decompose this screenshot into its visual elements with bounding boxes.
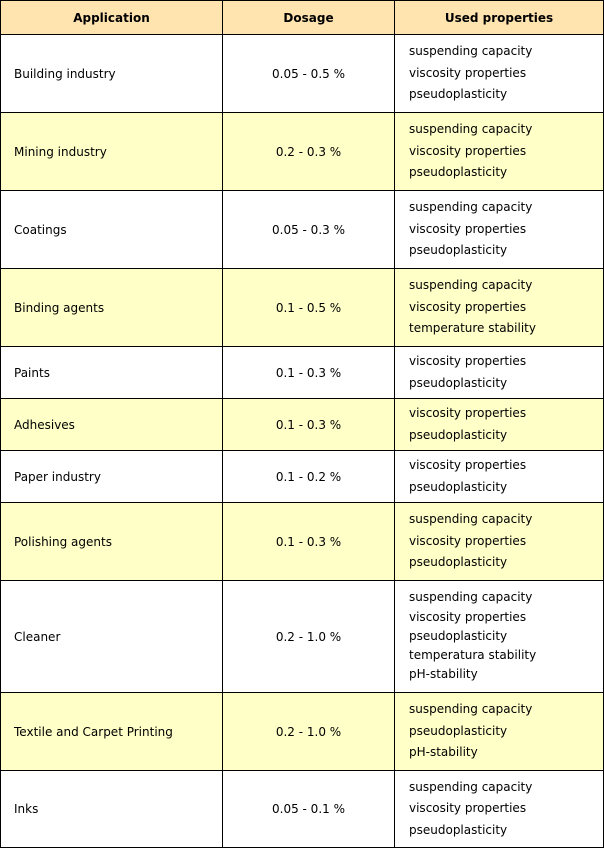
application-cell: Binding agents [1,269,223,347]
properties-cell [395,693,604,771]
properties-cell [395,399,604,451]
properties-cell [395,269,604,347]
property-item: pseudoplasticity [409,427,508,442]
dosage-cell: 0.1 - 0.2 % [223,451,395,503]
application-cell: Coatings [1,191,223,269]
property-item: pseudoplasticity [409,479,508,494]
property-item: suspending capacity [409,512,533,527]
property-item: suspending capacity [409,590,533,605]
table-row [1,269,604,347]
application-cell: Textile and Carpet Printing [1,693,223,771]
property-item: viscosity properties [409,65,527,80]
table-row [1,581,604,693]
application-cell: Polishing agents [1,503,223,581]
properties-cell [395,581,604,693]
table-row [1,451,604,503]
property-item: viscosity properties [409,406,527,420]
property-item: pseudoplasticity [409,822,508,837]
dosage-cell: 0.05 - 0.1 % [223,771,395,848]
property-item: suspending capacity [409,122,533,137]
table-header-row [1,1,604,35]
property-item: pH-stability [409,745,478,760]
property-item: suspending capacity [409,200,533,215]
property-item: viscosity properties [409,299,527,314]
application-cell: Building industry [1,35,223,113]
dosage-cell: 0.1 - 0.3 % [223,503,395,581]
properties-cell [395,113,604,191]
property-item: suspending capacity [409,702,533,717]
property-item: viscosity properties [409,458,527,472]
property-item: suspending capacity [409,278,533,293]
application-cell: Cleaner [1,581,223,693]
property-item: suspending capacity [409,44,533,59]
dosage-cell: 0.2 - 1.0 % [223,581,395,693]
header-application: Application [1,1,223,35]
header-dosage: Dosage [223,1,395,35]
application-cell: Mining industry [1,113,223,191]
property-item: viscosity properties [409,801,527,816]
dosage-cell: 0.1 - 0.5 % [223,269,395,347]
dosage-cell: 0.2 - 0.3 % [223,113,395,191]
property-item: pH-stability [409,667,478,682]
property-item: pseudoplasticity [409,87,508,102]
property-item: temperatura stability [409,648,537,663]
header-used-properties: Used properties [395,1,604,35]
application-cell: Paints [1,347,223,399]
table-row [1,771,604,848]
property-item: pseudoplasticity [409,375,508,390]
property-item: viscosity properties [409,533,527,548]
dosage-cell: 0.1 - 0.3 % [223,399,395,451]
properties-cell [395,347,604,399]
application-cell: Inks [1,771,223,848]
properties-cell [395,191,604,269]
property-item: viscosity properties [409,354,527,368]
property-item: pseudoplasticity [409,628,508,643]
dosage-cell: 0.05 - 0.5 % [223,35,395,113]
property-item: temperature stability [409,321,536,336]
application-cell: Paper industry [1,451,223,503]
dosage-cell: 0.1 - 0.3 % [223,347,395,399]
table-row [1,347,604,399]
property-item: pseudoplasticity [409,723,508,738]
properties-cell [395,503,604,581]
table-row [1,399,604,451]
property-item: viscosity properties [409,221,527,236]
table-row [1,191,604,269]
properties-cell [395,771,604,848]
property-item: pseudoplasticity [409,165,508,180]
table-row [1,35,604,113]
dosage-cell: 0.05 - 0.3 % [223,191,395,269]
application-cell: Adhesives [1,399,223,451]
dosage-cell: 0.2 - 1.0 % [223,693,395,771]
table-row [1,503,604,581]
property-item: pseudoplasticity [409,243,508,258]
property-item: pseudoplasticity [409,555,508,570]
table-row [1,693,604,771]
properties-cell [395,451,604,503]
property-item: viscosity properties [409,609,527,624]
property-item: viscosity properties [409,143,527,158]
properties-cell [395,35,604,113]
table-row [1,113,604,191]
property-item: suspending capacity [409,779,533,794]
